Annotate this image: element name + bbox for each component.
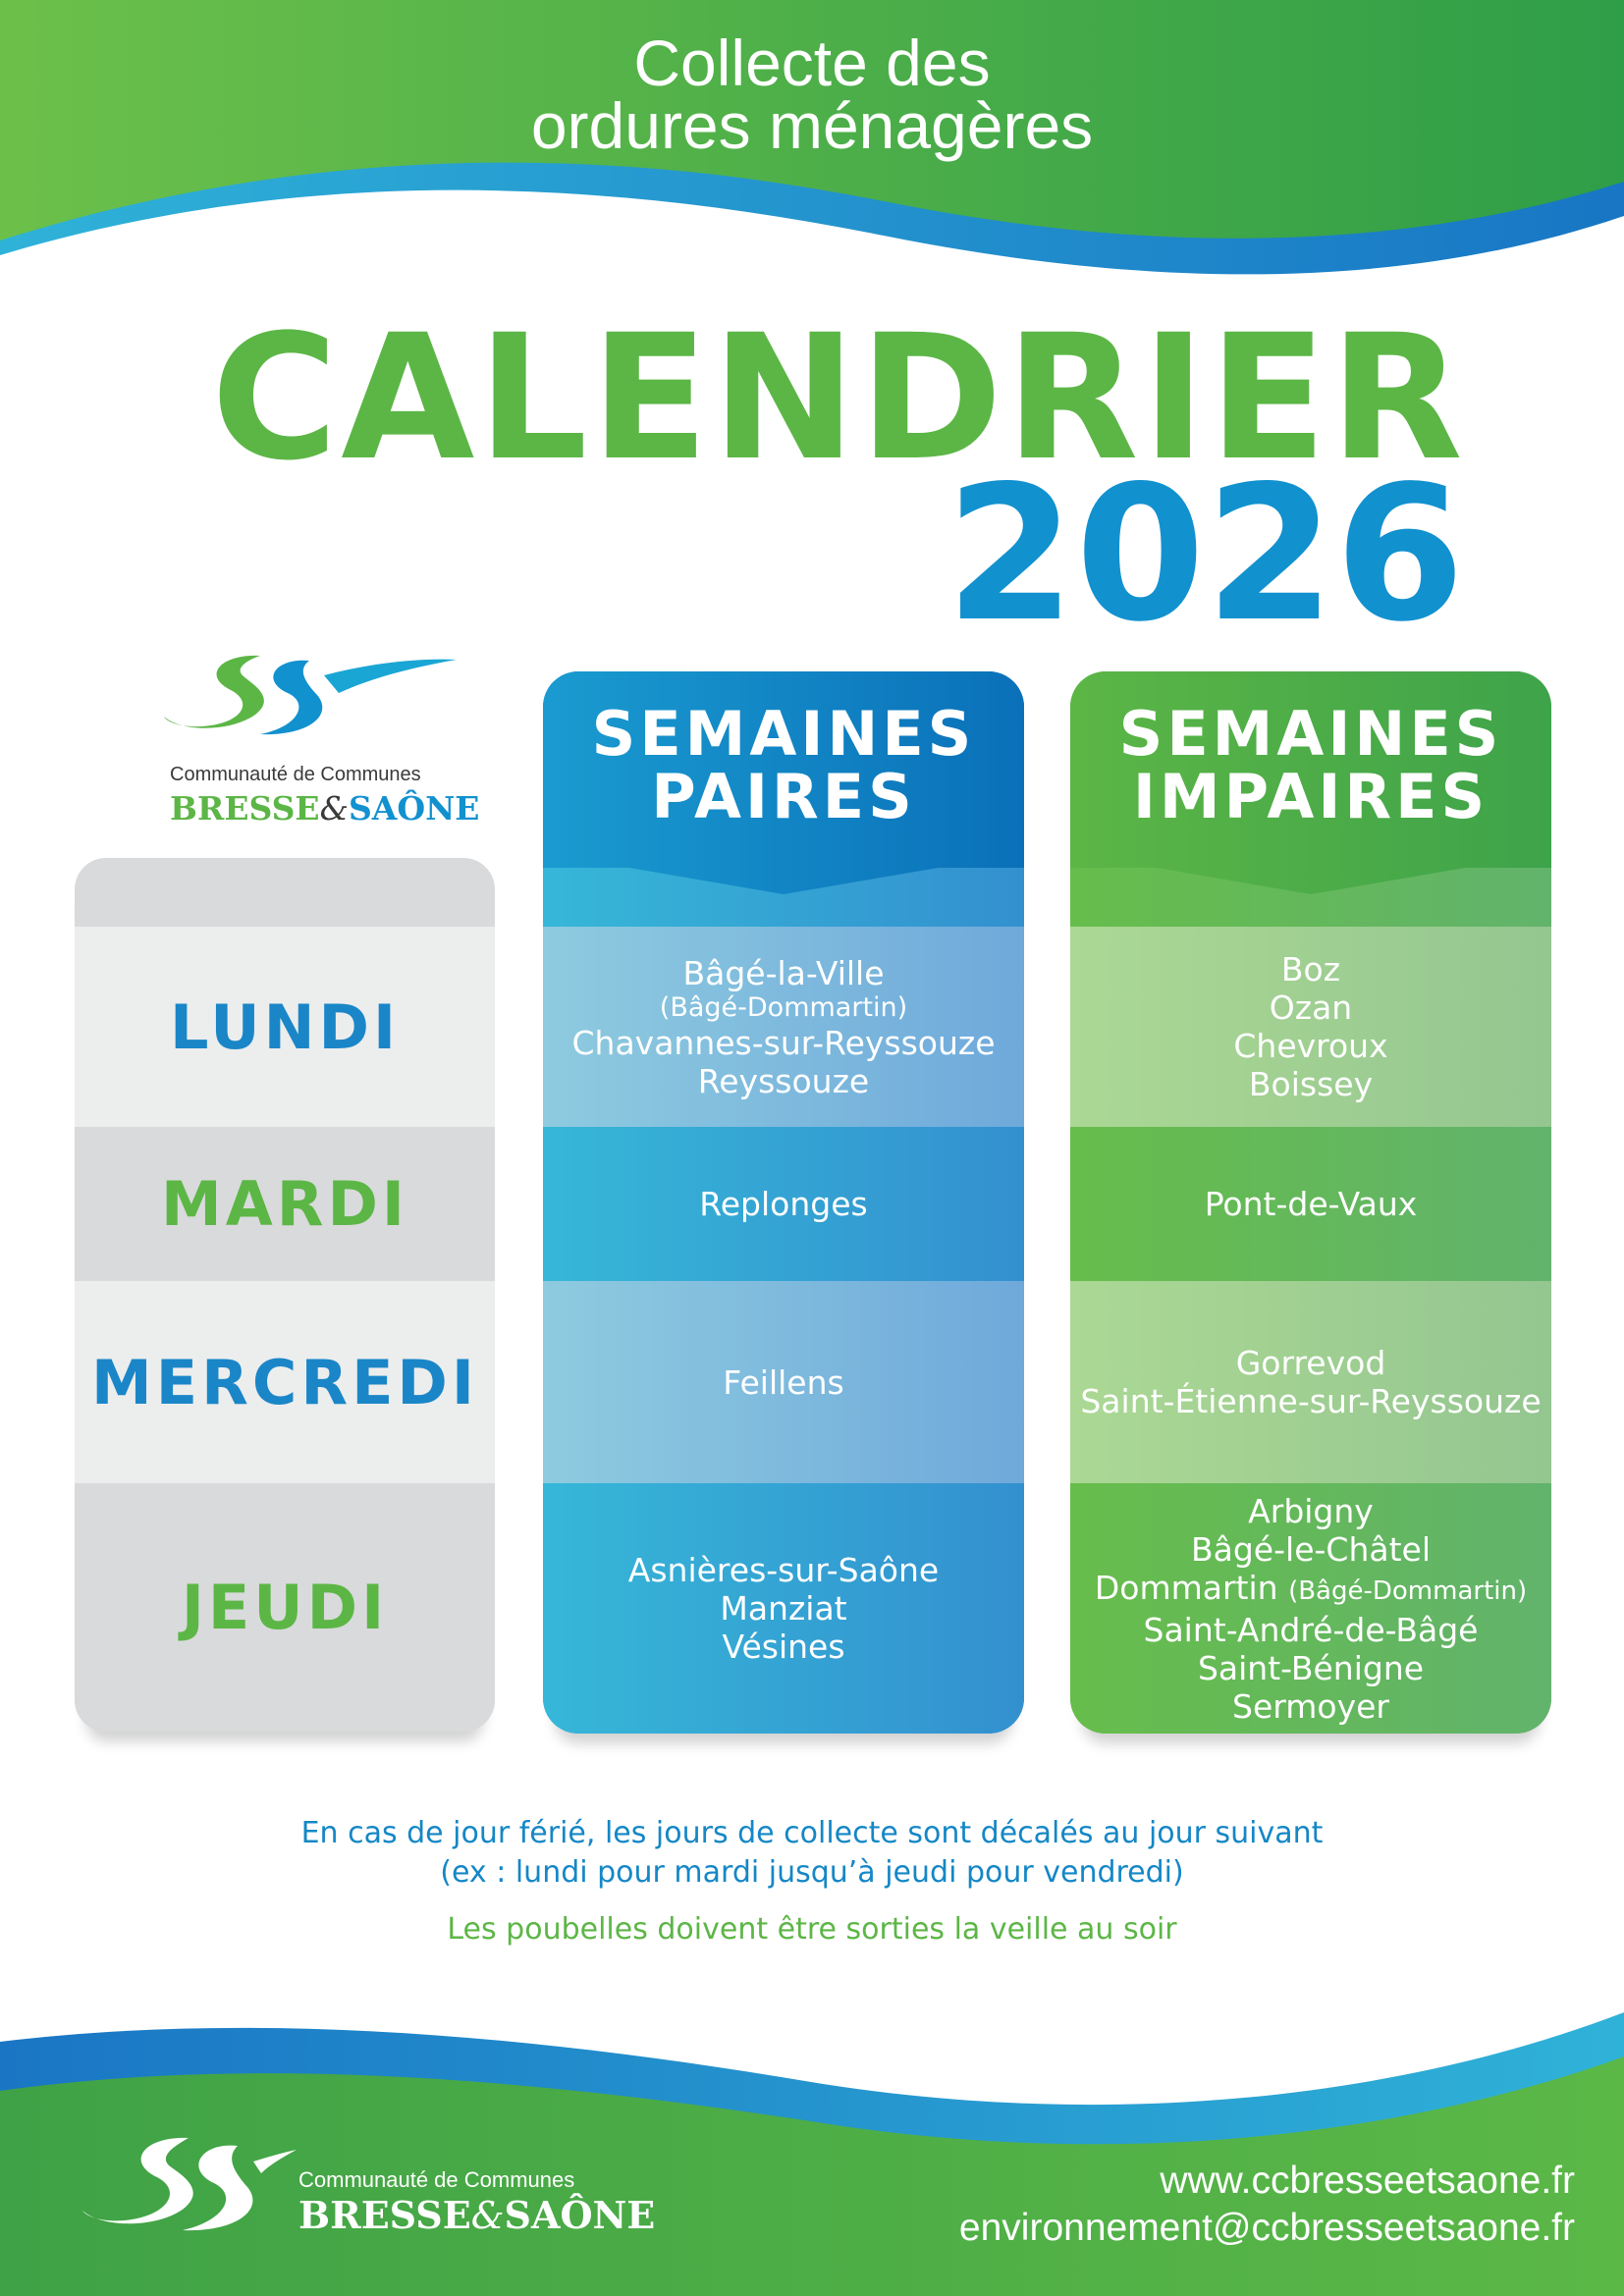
town: Saint-Bénigne (1197, 1648, 1425, 1687)
logo-brand-text (170, 789, 479, 828)
town-line (1095, 1569, 1527, 1611)
footer-brand-text (298, 2193, 655, 2237)
town: Dommartin (1094, 1568, 1278, 1607)
town-note: (Bâgé-Dommartin) (659, 991, 908, 1023)
header-notch (1070, 843, 1551, 902)
holiday-note-line-2: (ex : lundi pour mardi jusqu’à jeudi pour vendredi) (440, 1855, 1184, 1890)
header-title (0, 27, 1624, 162)
footer-logo (81, 2132, 656, 2260)
contact-block (959, 2158, 1575, 2252)
town: Boz (1280, 950, 1341, 988)
even-lundi-cell (543, 927, 1024, 1127)
day-mercredi: MERCREDI (75, 1281, 495, 1483)
header-line-2: ordures ménagères (530, 89, 1094, 162)
day-mardi: MARDI (75, 1127, 495, 1281)
town: Pont-de-Vaux (1204, 1185, 1418, 1223)
even-mercredi-cell (543, 1281, 1024, 1483)
day-jeudi: JEUDI (75, 1483, 495, 1732)
logo-swirl-icon (162, 646, 457, 762)
holiday-note-line-1: En cas de jour férié, les jours de collecte sont décalés au jour suivant (300, 1816, 1324, 1850)
header-notch (543, 843, 1024, 902)
odd-weeks-header (1070, 671, 1551, 868)
footer-community-text: Communauté de Communes (298, 2167, 575, 2192)
even-header-line-1: SEMAINES (591, 698, 976, 770)
town-note: (Bâgé-Dommartin) (1288, 1575, 1528, 1606)
town: Arbigny (1248, 1491, 1374, 1530)
days-column (75, 858, 495, 1732)
footer-logo-swirl-icon (81, 2132, 297, 2260)
town: Bâgé-la-Ville (682, 953, 885, 992)
bins-note: Les poubelles doivent être sorties la veille au soir (447, 1912, 1177, 1947)
odd-jeudi-cell (1070, 1483, 1551, 1734)
email-link[interactable]: environnement@ccbresseetsaone.fr (958, 2207, 1575, 2249)
footer-saone: SAÔNE (504, 2193, 656, 2237)
odd-header-line-2: IMPAIRES (1132, 761, 1489, 832)
town: Vésines (722, 1628, 845, 1666)
community-logo (162, 646, 480, 828)
odd-lundi-cell (1070, 927, 1551, 1127)
even-header-line-2: PAIRES (651, 761, 916, 832)
logo-saone: SAÔNE (348, 789, 480, 828)
town: Feillens (723, 1362, 844, 1402)
logo-community-text: Communauté de Communes (170, 764, 421, 785)
header-line-1: Collecte des (633, 27, 991, 99)
calendar-year: 2026 (946, 446, 1465, 663)
town: Ozan (1269, 988, 1353, 1027)
town: Replonges (699, 1185, 868, 1223)
even-weeks-header (543, 671, 1024, 868)
odd-weeks-column (1070, 671, 1551, 1734)
town: Asnières-sur-Saône (627, 1551, 940, 1589)
town: Saint-Étienne-sur-Reyssouze (1080, 1382, 1542, 1420)
logo-bresse: BRESSE (170, 789, 320, 828)
town: Gorrevod (1235, 1344, 1386, 1382)
day-lundi: LUNDI (75, 927, 495, 1127)
even-jeudi-cell (543, 1483, 1024, 1734)
town: Manziat (720, 1589, 847, 1628)
odd-header-line-1: SEMAINES (1118, 698, 1503, 770)
town: Sermoyer (1232, 1686, 1389, 1726)
town: Chavannes-sur-Reyssouze (571, 1023, 996, 1062)
even-weeks-column (543, 671, 1024, 1734)
town: Saint-André-de-Bâgé (1143, 1610, 1479, 1649)
footer-bresse: BRESSE (298, 2193, 471, 2237)
logo-ampersand: & (319, 789, 349, 828)
town: Chevroux (1233, 1027, 1388, 1065)
holiday-note (0, 1814, 1624, 1893)
town: Reyssouze (697, 1061, 870, 1100)
website-link[interactable]: www.ccbresseetsaone.fr (1160, 2160, 1575, 2202)
even-mardi-cell (543, 1127, 1024, 1281)
odd-mardi-cell (1070, 1127, 1551, 1281)
footer-ampersand: & (470, 2194, 505, 2237)
town: Bâgé-le-Châtel (1191, 1529, 1431, 1569)
town: Boissey (1248, 1065, 1374, 1103)
odd-mercredi-cell (1070, 1281, 1551, 1483)
calendar-title: CALENDRIER (211, 297, 1466, 499)
